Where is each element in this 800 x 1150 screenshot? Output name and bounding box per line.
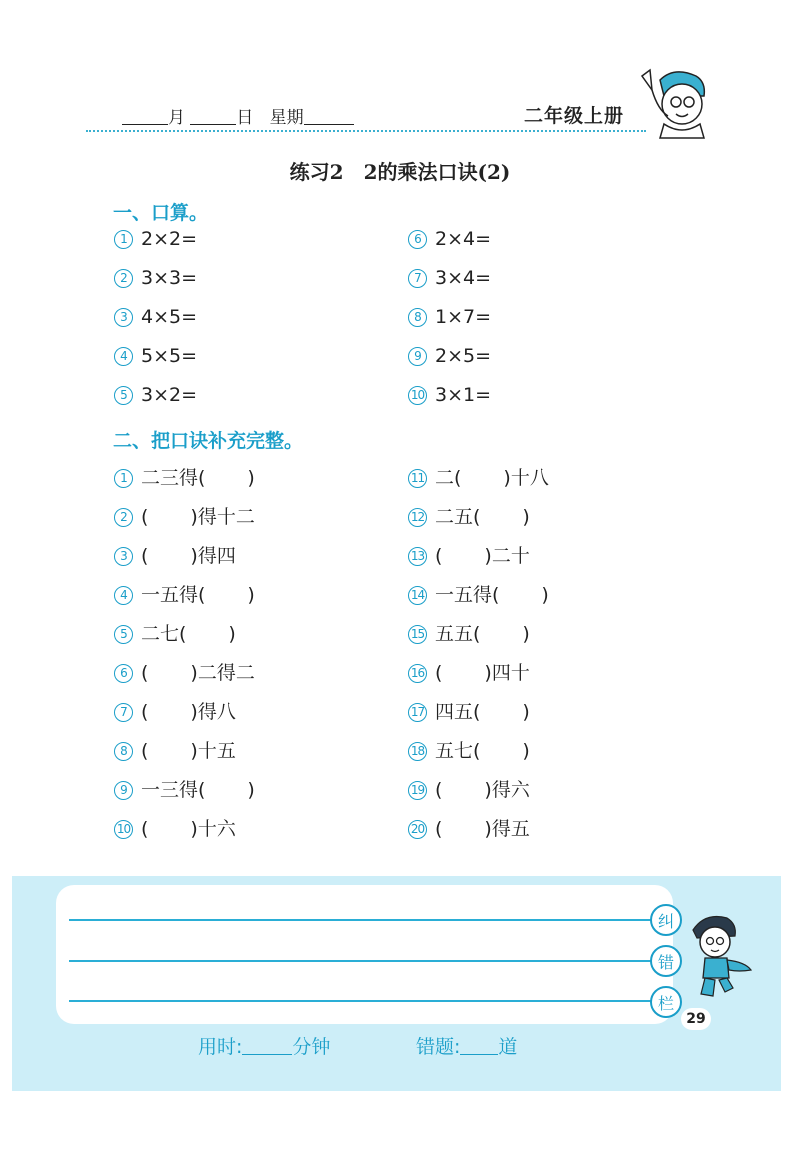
month-blank[interactable] xyxy=(122,108,168,125)
phrase-before: 一三得( xyxy=(141,779,206,801)
phrase-before: ( xyxy=(141,818,149,840)
weekday-blank[interactable] xyxy=(304,108,354,125)
expression: 5×5= xyxy=(141,345,198,367)
circled-number-8: 8 xyxy=(114,742,133,761)
section2-item-2 xyxy=(114,502,255,529)
phrase-after: )十五 xyxy=(190,740,236,762)
section2-item-3 xyxy=(114,541,236,568)
phrase-before: ( xyxy=(435,779,443,801)
circled-number-3: 3 xyxy=(114,547,133,566)
section2-item-6 xyxy=(114,658,255,685)
time-spent xyxy=(198,1032,330,1059)
mascot-boy-icon xyxy=(634,66,714,140)
phrase-after: ) xyxy=(522,623,530,645)
expression: 3×3= xyxy=(141,267,198,289)
phrase-before: 二七( xyxy=(141,623,187,645)
phrase-before: 二三得( xyxy=(141,467,206,489)
section2-item-9 xyxy=(114,775,255,802)
section1-item-5 xyxy=(114,384,237,406)
phrase-before: 二五( xyxy=(435,506,481,528)
section2-item-4 xyxy=(114,580,255,607)
expression: 1×7= xyxy=(435,306,492,328)
circled-number-5: 5 xyxy=(114,625,133,644)
circled-number-18: 18 xyxy=(408,742,427,761)
circled-number-1: 1 xyxy=(114,230,133,249)
phrase-before: 二( xyxy=(435,467,462,489)
section2-item-12 xyxy=(408,502,530,529)
circled-number-19: 19 xyxy=(408,781,427,800)
section2-item-14 xyxy=(408,580,549,607)
section1-item-7 xyxy=(408,267,531,289)
circled-number-9: 9 xyxy=(408,347,427,366)
time-label: 用时: xyxy=(198,1036,243,1058)
phrase-after: )二得二 xyxy=(190,662,255,684)
circled-number-4: 4 xyxy=(114,586,133,605)
weekday-label: 星期 xyxy=(269,108,304,128)
section2-item-13 xyxy=(408,541,530,568)
phrase-after: ) xyxy=(522,506,530,528)
circled-number-7: 7 xyxy=(408,269,427,288)
correction-char-3: 栏 xyxy=(650,986,682,1018)
section2-item-5 xyxy=(114,619,236,646)
phrase-after: )得八 xyxy=(190,701,236,723)
section1-item-3 xyxy=(114,306,237,328)
correction-card xyxy=(56,885,673,1024)
circled-number-5: 5 xyxy=(114,386,133,405)
time-blank[interactable] xyxy=(242,1038,292,1055)
circled-number-6: 6 xyxy=(114,664,133,683)
day-blank[interactable] xyxy=(190,108,236,125)
phrase-after: )得四 xyxy=(190,545,236,567)
section2-item-18 xyxy=(408,736,530,763)
section1-item-10 xyxy=(408,384,531,406)
header-divider xyxy=(86,130,646,132)
phrase-after: )十八 xyxy=(503,467,549,489)
date-line xyxy=(122,103,354,128)
circled-number-4: 4 xyxy=(114,347,133,366)
phrase-before: ( xyxy=(435,818,443,840)
phrase-before: ( xyxy=(141,740,149,762)
circled-number-3: 3 xyxy=(114,308,133,327)
phrase-before: ( xyxy=(141,545,149,567)
errors-blank[interactable] xyxy=(460,1038,498,1055)
circled-number-9: 9 xyxy=(114,781,133,800)
expression: 3×4= xyxy=(435,267,492,289)
grade-label: 二年级上册 xyxy=(524,105,625,127)
phrase-before: ( xyxy=(435,545,443,567)
month-label: 月 xyxy=(168,108,185,128)
phrase-before: ( xyxy=(141,506,149,528)
phrase-after: ) xyxy=(522,701,530,723)
phrase-before: 一五得( xyxy=(141,584,206,606)
circled-number-11: 11 xyxy=(408,469,427,488)
circled-number-10: 10 xyxy=(408,386,427,405)
expression: 4×5= xyxy=(141,306,198,328)
phrase-before: 一五得( xyxy=(435,584,500,606)
circled-number-16: 16 xyxy=(408,664,427,683)
correction-line-1[interactable] xyxy=(69,919,659,921)
circled-number-14: 14 xyxy=(408,586,427,605)
phrase-before: 四五( xyxy=(435,701,481,723)
phrase-after: ) xyxy=(247,779,255,801)
phrase-after: )二十 xyxy=(484,545,530,567)
phrase-before: 五五( xyxy=(435,623,481,645)
errors-label: 错题: xyxy=(416,1036,461,1058)
error-count xyxy=(416,1032,517,1059)
section2-item-7 xyxy=(114,697,236,724)
section2-item-17 xyxy=(408,697,530,724)
circled-number-12: 12 xyxy=(408,508,427,527)
section1-item-9 xyxy=(408,345,531,367)
correction-char-1: 纠 xyxy=(650,904,682,936)
section2-item-1 xyxy=(114,463,255,490)
section2-item-16 xyxy=(408,658,530,685)
phrase-before: ( xyxy=(141,662,149,684)
circled-number-7: 7 xyxy=(114,703,133,722)
mascot-runner-icon xyxy=(683,910,753,1002)
phrase-after: ) xyxy=(541,584,549,606)
phrase-after: ) xyxy=(247,584,255,606)
section2-item-11 xyxy=(408,463,549,490)
section1-item-8 xyxy=(408,306,531,328)
expression: 2×4= xyxy=(435,228,492,250)
section2-item-20 xyxy=(408,814,530,841)
section2-item-19 xyxy=(408,775,530,802)
circled-number-6: 6 xyxy=(408,230,427,249)
circled-number-17: 17 xyxy=(408,703,427,722)
phrase-before: ( xyxy=(435,662,443,684)
expression: 3×1= xyxy=(435,384,492,406)
section1-item-2 xyxy=(114,267,237,289)
section2-item-15 xyxy=(408,619,530,646)
correction-line-3[interactable] xyxy=(69,1000,659,1002)
expression: 2×2= xyxy=(141,228,198,250)
day-label: 日 xyxy=(236,108,254,128)
time-unit: 分钟 xyxy=(292,1036,331,1058)
phrase-after: ) xyxy=(522,740,530,762)
phrase-before: ( xyxy=(141,701,149,723)
phrase-after: )十六 xyxy=(190,818,236,840)
section2-heading: 二、把口诀补充完整。 xyxy=(113,430,304,452)
phrase-after: )四十 xyxy=(484,662,530,684)
circled-number-2: 2 xyxy=(114,508,133,527)
circled-number-8: 8 xyxy=(408,308,427,327)
circled-number-2: 2 xyxy=(114,269,133,288)
section1-item-4 xyxy=(114,345,237,367)
correction-char-2: 错 xyxy=(650,945,682,977)
phrase-before: 五七( xyxy=(435,740,481,762)
phrase-after: )得五 xyxy=(484,818,530,840)
page-title: 练习2 2的乘法口诀(2) xyxy=(289,160,511,184)
expression: 3×2= xyxy=(141,384,198,406)
circled-number-13: 13 xyxy=(408,547,427,566)
section2-item-8 xyxy=(114,736,236,763)
section2-item-10 xyxy=(114,814,236,841)
section1-item-6 xyxy=(408,228,531,250)
section1-heading: 一、口算。 xyxy=(113,202,209,224)
circled-number-10: 10 xyxy=(114,820,133,839)
circled-number-1: 1 xyxy=(114,469,133,488)
circled-number-15: 15 xyxy=(408,625,427,644)
circled-number-20: 20 xyxy=(408,820,427,839)
phrase-after: ) xyxy=(228,623,236,645)
phrase-after: ) xyxy=(247,467,255,489)
errors-unit: 道 xyxy=(498,1036,518,1058)
correction-line-2[interactable] xyxy=(69,960,659,962)
section1-item-1 xyxy=(114,228,237,250)
expression: 2×5= xyxy=(435,345,492,367)
phrase-after: )得六 xyxy=(484,779,530,801)
page-number: 29 xyxy=(681,1008,711,1030)
phrase-after: )得十二 xyxy=(190,506,255,528)
